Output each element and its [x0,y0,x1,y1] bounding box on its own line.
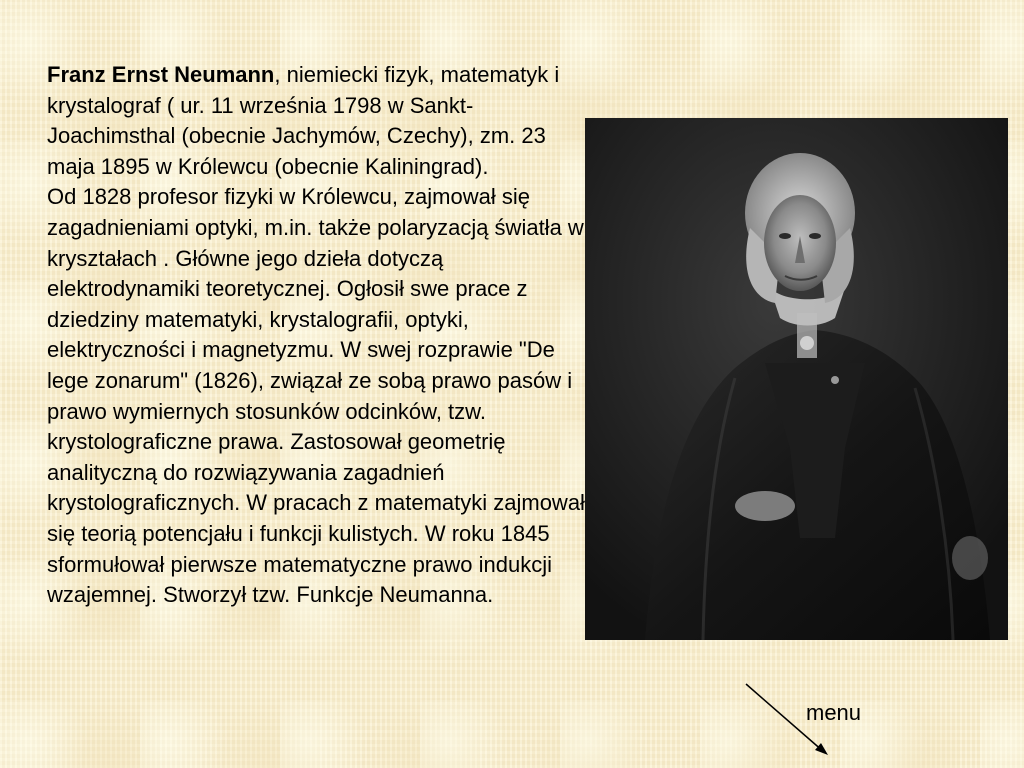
portrait-photo [585,118,1008,640]
biography-text [47,60,587,611]
menu-link[interactable]: menu [806,700,862,725]
biography-intro-paragraph [47,60,587,182]
biography-body: Od 1828 profesor fizyki w Królewcu, zajmował się zagadnieniami optyki, m.in. także polaryzacją światła w kryształach . Główne jego dzieła dotyczą elektrodynamiki teoretycznej. Ogłosił swe prace z dziedziny matematyki, krystalografii, optyki, elektryczności i magnetyzmu. W swej rozprawie "De lege zonarum" (1826), związał ze sobą prawo pasów i prawo wymiernych stosunków odcinków, tzw. krystolograficzne prawa. Zastosował geometrię analityczną do rozwiązywania zagadnień krystolograficznych. W pracach z matematyki zajmował się teorią potencjału i funkcji kulistych. W roku 1845 sformułował pierwsze matematyczne prawo indukcji wzajemnej. Stworzył tzw. Funkcje Neumanna. [47,184,585,608]
biography-intro: , niemiecki fizyk, matematyk i krystalograf ( ur. 11 września 1798 w Sankt-Joachimsthal (obecnie Jachymów, Czechy), zm. 23 maja 1895 w Królewcu (obecnie Kaliningrad). [47,62,560,179]
person-name: Franz Ernst Neumann [47,62,275,87]
